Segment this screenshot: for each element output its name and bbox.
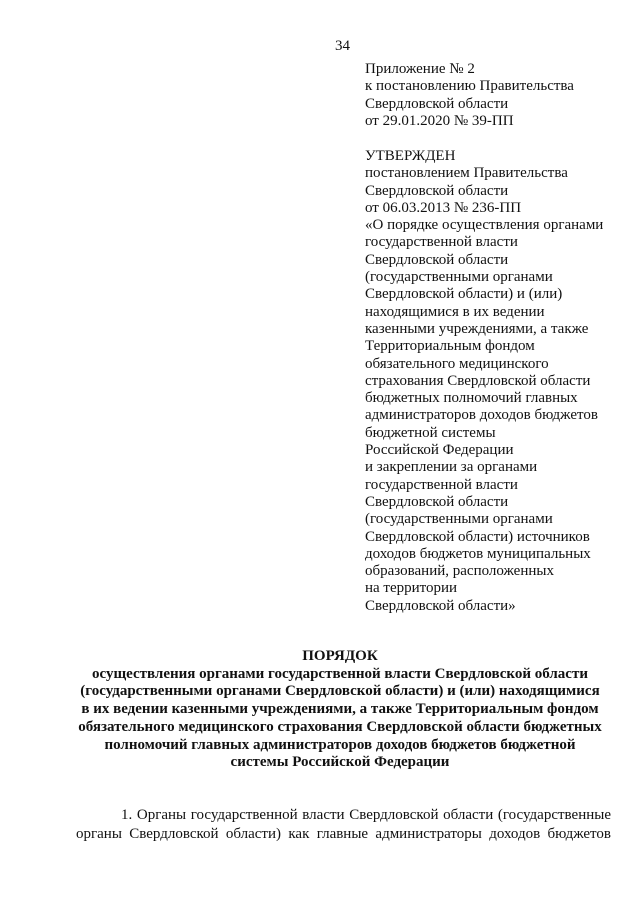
- paragraph-line: органы Свердловской области) как главные администраторы доходов бюджетов: [76, 826, 611, 842]
- approval-line: образований, расположенных: [365, 563, 554, 580]
- approval-line: бюджетной системы: [365, 424, 496, 441]
- title-line: системы Российской Федерации: [230, 754, 450, 771]
- title-line: ПОРЯДОК: [302, 648, 378, 664]
- approval-line: Свердловской области: [365, 182, 509, 199]
- title-line: осуществления органами государственной власти Свердловской области: [92, 665, 588, 682]
- title-line: (государственными органами Свердловской области) и (или) находящимися: [80, 683, 600, 700]
- appendix-line: Приложение № 2: [365, 61, 475, 77]
- title-line: в их ведении казенными учреждениями, а также Территориальным фондом: [81, 701, 599, 718]
- page-number: 34: [335, 38, 350, 54]
- approval-line: Территориальным фондом: [365, 338, 535, 355]
- paragraph-line: 1. Органы государственной власти Свердловской области (государственные: [121, 807, 611, 823]
- title-line: обязательного медицинского страхования Свердловской области бюджетных: [78, 718, 602, 735]
- approval-line: бюджетных полномочий главных: [365, 390, 578, 407]
- approval-line: (государственными органами: [365, 511, 553, 528]
- approval-line: постановлением Правительства: [365, 165, 568, 182]
- appendix-reference: [365, 61, 574, 130]
- approval-line: от 06.03.2013 № 236-ПП: [365, 199, 522, 216]
- approval-line: Свердловской области: [365, 251, 509, 268]
- title-line: полномочий главных администраторов доходов бюджетов бюджетной: [104, 736, 576, 753]
- appendix-line: Свердловской области: [365, 95, 509, 112]
- approval-line: Свердловской области: [365, 493, 509, 510]
- approval-line: Свердловской области) источников: [365, 528, 590, 545]
- approval-line: на территории: [365, 580, 458, 597]
- approval-line: доходов бюджетов муниципальных: [365, 545, 591, 562]
- appendix-line: от 29.01.2020 № 39-ПП: [365, 112, 514, 129]
- approval-line: (государственными органами: [365, 269, 553, 286]
- approval-line: Свердловской области»: [365, 597, 516, 614]
- approval-line: Российской Федерации: [365, 442, 514, 459]
- approval-line: администраторов доходов бюджетов: [365, 407, 598, 424]
- paragraph-1: [76, 806, 611, 844]
- approval-line: государственной власти: [365, 234, 518, 251]
- approval-line: обязательного медицинского: [365, 355, 549, 372]
- approval-line: УТВЕРЖДЕН: [365, 148, 456, 164]
- approval-line: находящимися в их ведении: [365, 303, 545, 320]
- approval-line: и закреплении за органами: [365, 459, 538, 476]
- approval-line: государственной власти: [365, 476, 518, 493]
- approval-line: «О порядке осуществления органами: [365, 217, 604, 234]
- approval-line: Свердловской области) и (или): [365, 286, 563, 303]
- approval-line: казенными учреждениями, а также: [365, 320, 589, 337]
- approval-line: страхования Свердловской области: [365, 372, 591, 389]
- document-title: [70, 648, 610, 772]
- appendix-line: к постановлению Правительства: [365, 78, 574, 95]
- approval-reference: [365, 148, 603, 615]
